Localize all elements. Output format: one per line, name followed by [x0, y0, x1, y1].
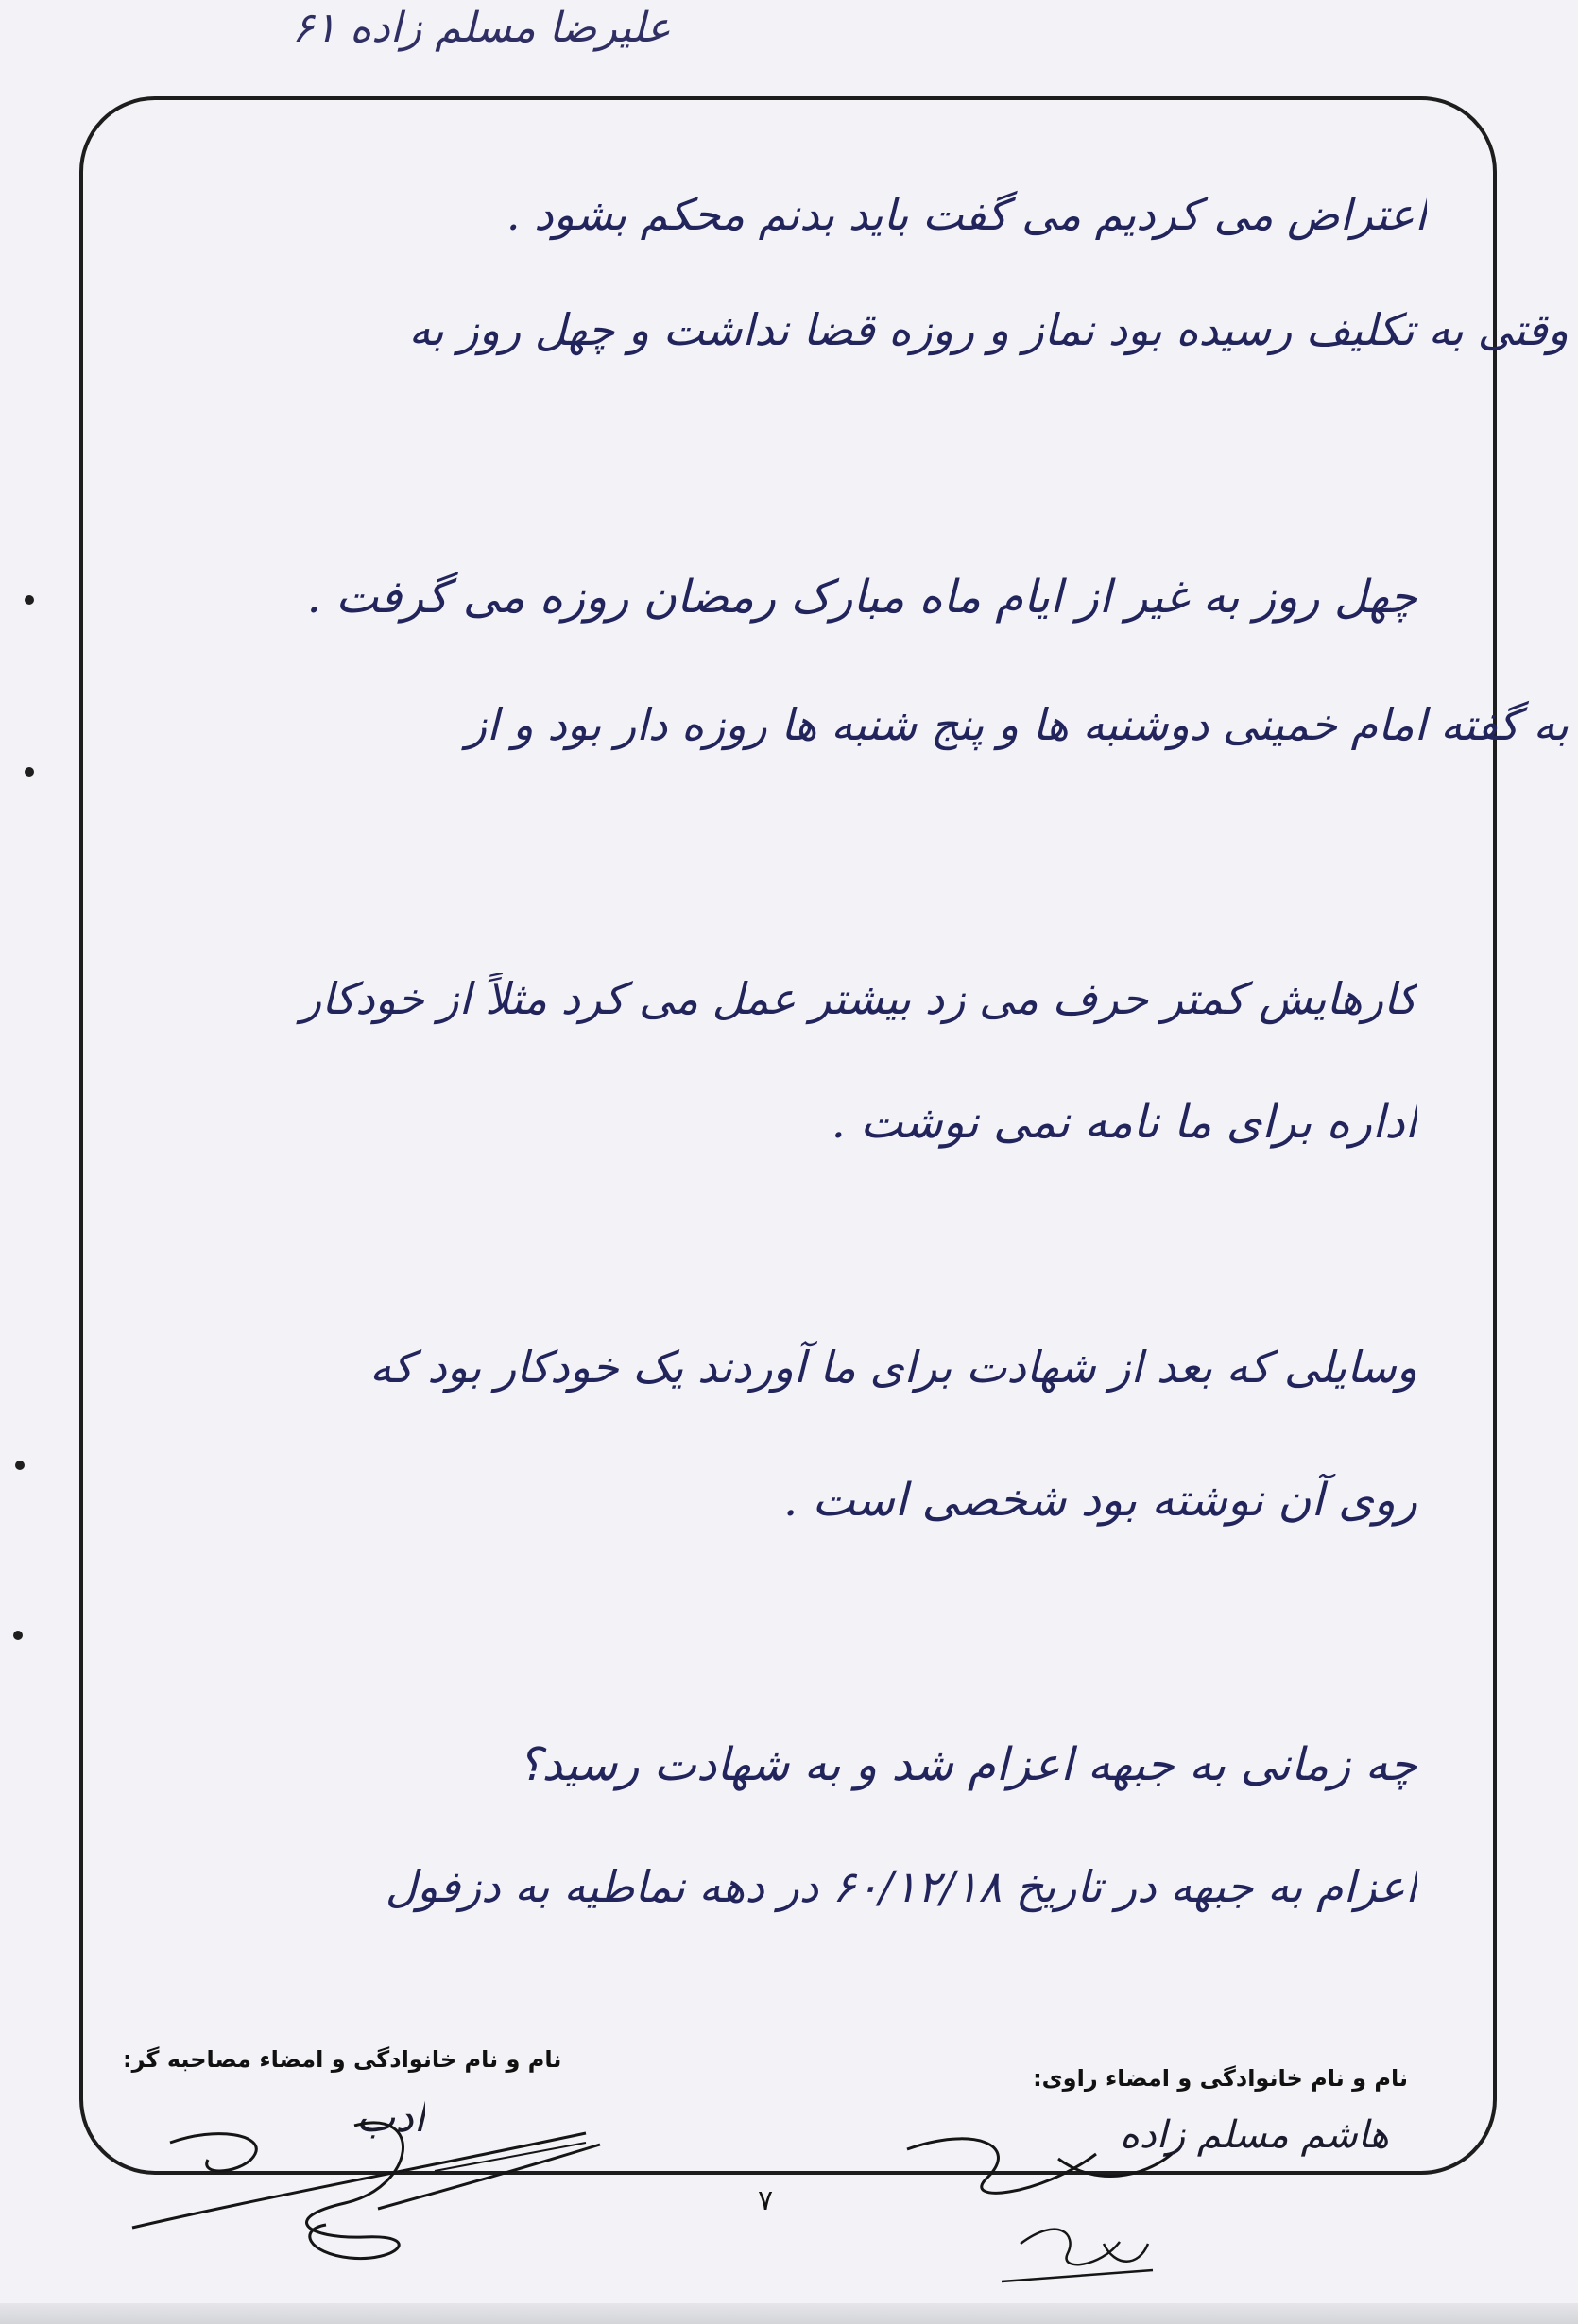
- text-line-2: وقتی به تکلیف رسیده بود نماز و روزه قضا نداشت و چهل روز به: [408, 304, 1569, 355]
- margin-dot: [13, 1631, 23, 1640]
- margin-dot: [25, 595, 34, 605]
- margin-dot: [15, 1461, 25, 1470]
- text-line-4: به گفته امام خمینی دوشنبه ها و پنج شنبه ها روزه دار بود و از: [465, 699, 1569, 750]
- narrator-label: نام و نام خانوادگی و امضاء راوی:: [1033, 2065, 1408, 2092]
- text-line-3: چهل روز به غیر از ایام ماه مبارک رمضان روزه می گرفت .: [306, 571, 1417, 624]
- text-line-1: اعتراض می کردیم می گفت باید بدنم محکم بشود .: [506, 189, 1427, 240]
- narrator-name: هاشم مسلم زاده: [1119, 2113, 1389, 2157]
- top-handwritten-note: علیرضا مسلم زاده ۶۱: [291, 4, 671, 52]
- text-line-10: اعزام به جبهه در تاریخ ۶۰/۱۲/۱۸ در دهه نماطیه به دزفول: [385, 1861, 1417, 1912]
- page-number: ۷: [757, 2184, 774, 2217]
- scan-edge: [0, 2303, 1578, 2324]
- text-line-5: کارهایش کمتر حرف می زد بیشتر عمل می کرد مثلاً از خودکار: [300, 973, 1417, 1024]
- interviewer-label: نام و نام خانوادگی و امضاء مصاحبه گر:: [123, 2046, 562, 2073]
- text-line-6: اداره برای ما نامه نمی نوشت .: [831, 1096, 1417, 1149]
- text-line-7: وسایلی که بعد از شهادت برای ما آوردند یک خودکار بود که: [369, 1341, 1417, 1393]
- text-line-9: چه زمانی به جبهه اعزام شد و به شهادت رسید؟: [517, 1738, 1417, 1791]
- text-line-8: روی آن نوشته بود شخصی است .: [783, 1474, 1417, 1527]
- narrator-signature: [888, 2102, 1228, 2291]
- interviewer-sig-text: ادب: [355, 2093, 425, 2142]
- interviewer-signature: [113, 2097, 643, 2267]
- margin-dot: [25, 767, 34, 777]
